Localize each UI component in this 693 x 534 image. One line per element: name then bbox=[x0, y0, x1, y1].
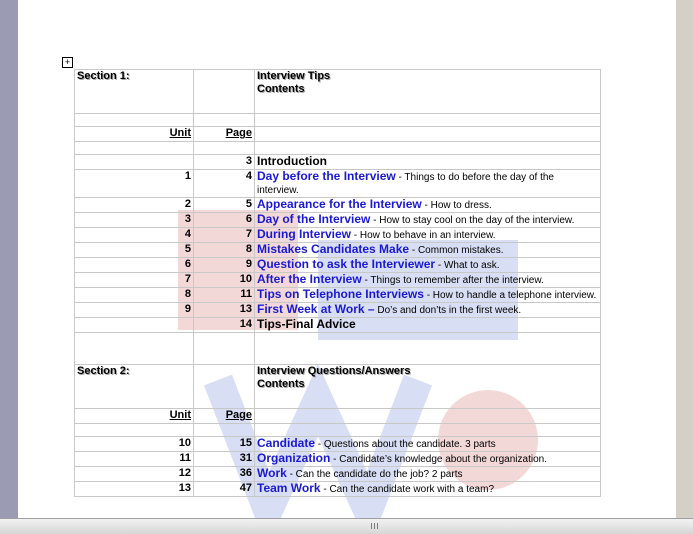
topic-link[interactable]: Candidate bbox=[257, 436, 316, 450]
topic-description: - Candidate’s knowledge about the organization. bbox=[330, 454, 547, 465]
section-1-title bbox=[255, 70, 601, 114]
topic-link[interactable]: First Week at Work – bbox=[257, 302, 375, 316]
topic-link[interactable]: After the Interview bbox=[257, 272, 362, 286]
page-number: 15 bbox=[194, 437, 255, 452]
toc-row[interactable] bbox=[75, 303, 601, 318]
page-number: 5 bbox=[194, 198, 255, 213]
unit-number: 5 bbox=[75, 243, 194, 258]
document-page bbox=[18, 0, 676, 520]
page-number: 47 bbox=[194, 482, 255, 497]
toc-table bbox=[74, 69, 601, 497]
toc-row[interactable] bbox=[75, 452, 601, 467]
topic-description: Do’s and don’ts in the first week. bbox=[374, 305, 522, 316]
table-move-handle[interactable]: + bbox=[62, 57, 73, 68]
topic-link[interactable]: Work bbox=[257, 466, 287, 480]
topic-description: - Common mistakes. bbox=[409, 245, 504, 256]
topic-link[interactable]: Mistakes Candidates Make bbox=[257, 242, 410, 256]
toc-entry bbox=[255, 452, 601, 467]
unit-number: 2 bbox=[75, 198, 194, 213]
unit-number: 11 bbox=[75, 452, 194, 467]
page-number: 10 bbox=[194, 273, 255, 288]
toc-entry bbox=[255, 437, 601, 452]
topic-description: - How to behave in an interview. bbox=[351, 230, 496, 241]
toc-row[interactable] bbox=[75, 482, 601, 497]
unit-number: 8 bbox=[75, 288, 194, 303]
topic-description: - Things to remember after the interview. bbox=[361, 275, 544, 286]
page-header: Page bbox=[194, 127, 255, 142]
page-number: 11 bbox=[194, 288, 255, 303]
toc-entry bbox=[255, 303, 601, 318]
section-2-title bbox=[255, 365, 601, 409]
page-number: 7 bbox=[194, 228, 255, 243]
toc-entry bbox=[255, 213, 601, 228]
toc-row[interactable] bbox=[75, 170, 601, 198]
unit-number: 3 bbox=[75, 213, 194, 228]
page-number: 14 bbox=[194, 318, 255, 333]
toc-entry bbox=[255, 467, 601, 482]
page-number: 3 bbox=[194, 155, 255, 170]
topic-link: Tips-Final Advice bbox=[257, 317, 356, 331]
splitter-grip-icon[interactable] bbox=[371, 523, 379, 529]
unit-header-link[interactable]: Unit bbox=[75, 409, 194, 424]
unit-number: 9 bbox=[75, 303, 194, 318]
toc-entry bbox=[255, 170, 601, 198]
page-number: 36 bbox=[194, 467, 255, 482]
toc-row[interactable] bbox=[75, 467, 601, 482]
topic-link[interactable]: Day before the Interview bbox=[257, 169, 396, 183]
page-number: 9 bbox=[194, 258, 255, 273]
unit-number: 13 bbox=[75, 482, 194, 497]
toc-entry bbox=[255, 482, 601, 497]
topic-link[interactable]: Organization bbox=[257, 451, 331, 465]
section-1-title-line2: Contents bbox=[257, 83, 305, 95]
toc-row[interactable] bbox=[75, 318, 601, 333]
unit-number bbox=[75, 318, 194, 333]
section-2-title-line1: Interview Questions/Answers bbox=[257, 365, 411, 377]
toc-entry bbox=[255, 318, 601, 333]
topic-description: - How to stay cool on the day of the interview. bbox=[370, 215, 575, 226]
topic-link[interactable]: Tips on Telephone Interviews bbox=[257, 287, 424, 301]
unit-number bbox=[75, 155, 194, 170]
page-number: 6 bbox=[194, 213, 255, 228]
toc-row[interactable] bbox=[75, 228, 601, 243]
section-2-label: Section 2: bbox=[75, 365, 194, 409]
page-header: Page bbox=[194, 409, 255, 424]
toc-entry bbox=[255, 288, 601, 303]
toc-row[interactable] bbox=[75, 273, 601, 288]
topic-description: - Can the candidate do the job? 2 parts bbox=[286, 469, 463, 480]
toc-entry bbox=[255, 198, 601, 213]
toc-row[interactable] bbox=[75, 258, 601, 273]
topic-description: - How to handle a telephone interview. bbox=[423, 290, 597, 301]
toc-entry bbox=[255, 243, 601, 258]
topic-link[interactable]: Day of the Interview bbox=[257, 212, 371, 226]
topic-description: - What to ask. bbox=[435, 260, 500, 271]
unit-number: 1 bbox=[75, 170, 194, 198]
toc-row[interactable] bbox=[75, 288, 601, 303]
toc-row[interactable] bbox=[75, 198, 601, 213]
topic-link[interactable]: Appearance for the Interview bbox=[257, 197, 422, 211]
section-2-title-line2: Contents bbox=[257, 378, 305, 390]
unit-number: 6 bbox=[75, 258, 194, 273]
page-number: 13 bbox=[194, 303, 255, 318]
page-number: 8 bbox=[194, 243, 255, 258]
vertical-scrollbar[interactable] bbox=[676, 0, 693, 520]
bottom-splitter-bar[interactable] bbox=[0, 518, 693, 534]
toc-row[interactable] bbox=[75, 213, 601, 228]
toc-row[interactable] bbox=[75, 243, 601, 258]
section-1-rows bbox=[75, 155, 601, 333]
unit-number: 12 bbox=[75, 467, 194, 482]
unit-number: 10 bbox=[75, 437, 194, 452]
topic-link[interactable]: During Interview bbox=[257, 227, 352, 241]
toc-entry bbox=[255, 228, 601, 243]
section-1-label: Section 1: bbox=[75, 70, 194, 114]
unit-header-link[interactable]: Unit bbox=[75, 127, 194, 142]
unit-number: 7 bbox=[75, 273, 194, 288]
section-1-title-line1: Interview Tips bbox=[257, 70, 331, 82]
toc-row[interactable] bbox=[75, 437, 601, 452]
topic-description: - How to dress. bbox=[421, 200, 492, 211]
page-number: 4 bbox=[194, 170, 255, 198]
topic-description: - Things to do before the day of the interview. bbox=[257, 172, 554, 196]
topic-link[interactable]: Team Work bbox=[257, 481, 321, 495]
topic-description: - Questions about the candidate. 3 parts bbox=[315, 439, 496, 450]
topic-link[interactable]: Question to ask the Interviewer bbox=[257, 257, 436, 271]
toc-entry bbox=[255, 155, 601, 170]
topic-description: - Can the candidate work with a team? bbox=[320, 484, 495, 495]
toc-entry bbox=[255, 273, 601, 288]
toc-row[interactable] bbox=[75, 155, 601, 170]
unit-number: 4 bbox=[75, 228, 194, 243]
toc-entry bbox=[255, 258, 601, 273]
page-number: 31 bbox=[194, 452, 255, 467]
section-2-rows bbox=[75, 437, 601, 497]
topic-link: Introduction bbox=[257, 154, 327, 168]
